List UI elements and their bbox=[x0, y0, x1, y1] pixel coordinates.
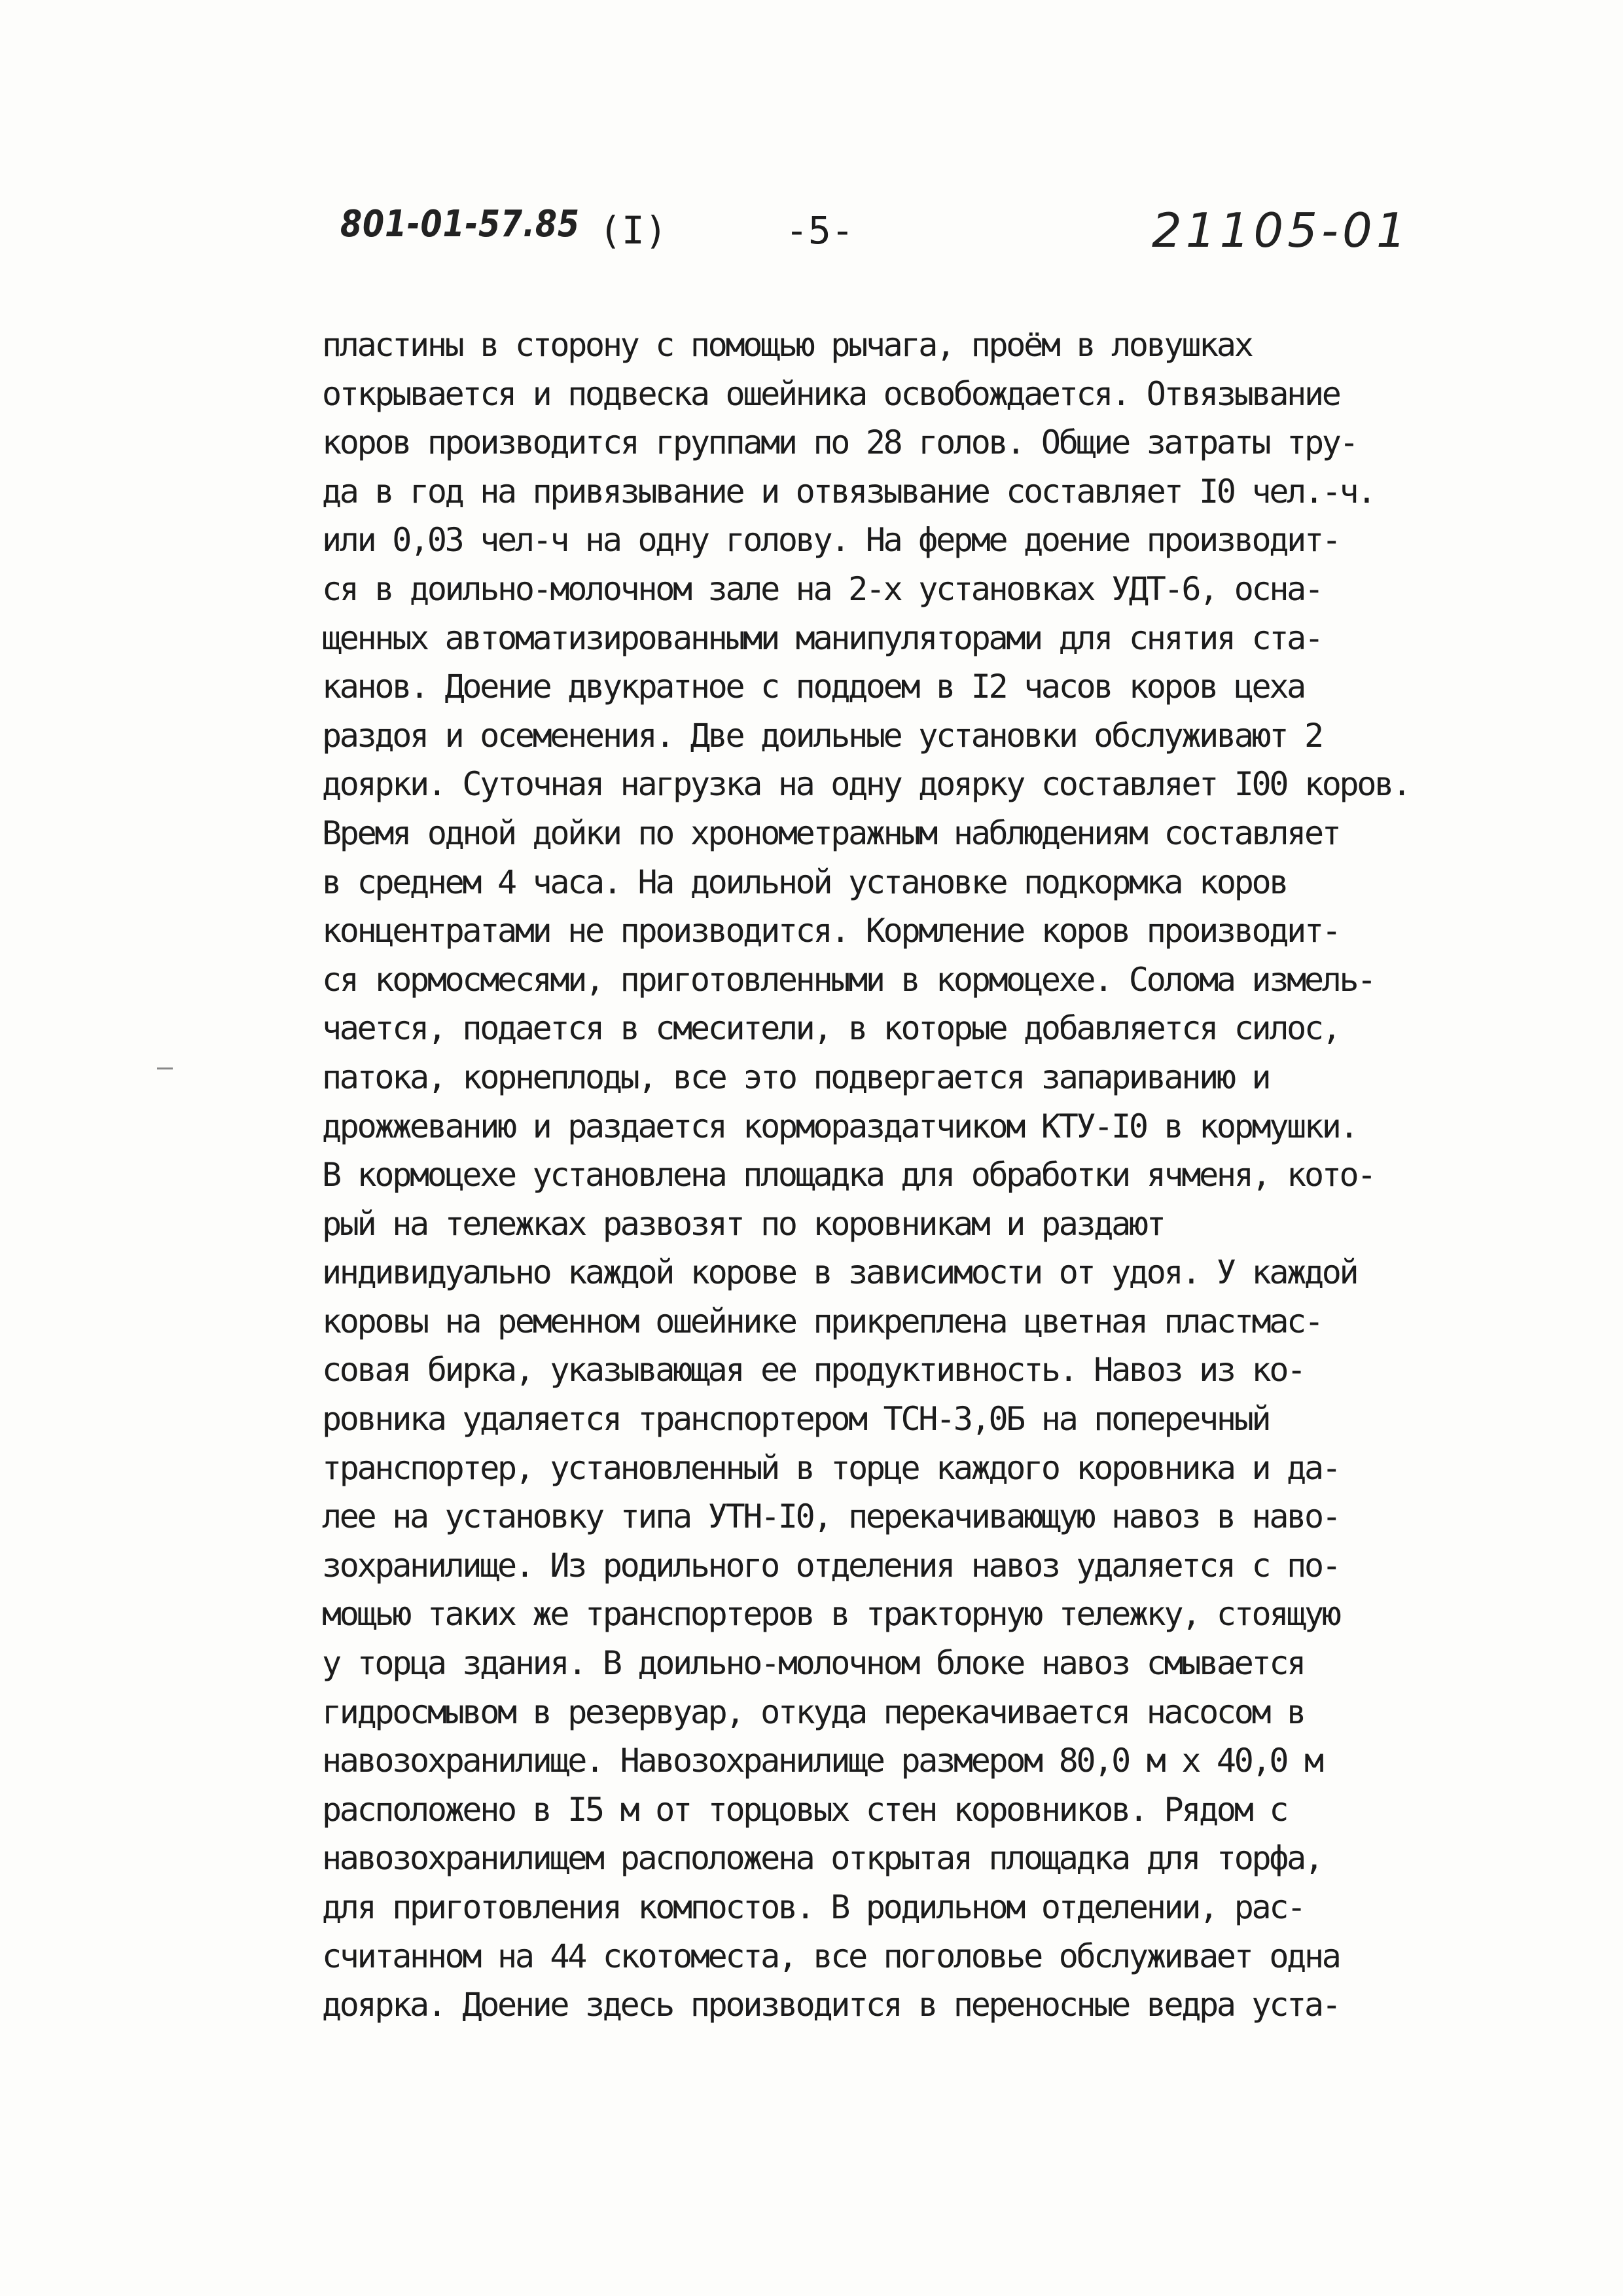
text-line: гидросмывом в резервуар, откуда перекачивается насосом в bbox=[322, 1693, 1304, 1731]
text-line: патока, корнеплоды, все это подвергается запариванию и bbox=[322, 1058, 1270, 1096]
page-header bbox=[340, 196, 1453, 275]
document-code: 801-01-57.85 bbox=[340, 203, 580, 245]
text-line: ся кормосмесями, приготовленными в кормоцехе. Солома измель- bbox=[322, 960, 1375, 999]
text-line: дрожжеванию и раздается кормораздатчиком КТУ-I0 в кормушки. bbox=[322, 1107, 1357, 1145]
text-line: открывается и подвеска ошейника освобождается. Отвязывание bbox=[322, 374, 1340, 413]
text-line: рый на тележках развозят по коровникам и раздают bbox=[322, 1204, 1164, 1243]
text-line: расположено в I5 м от торцовых стен коровников. Рядом с bbox=[322, 1790, 1287, 1829]
text-line: ся в доильно-молочном зале на 2-х установках УДТ-6, осна- bbox=[322, 569, 1322, 608]
text-line: у торца здания. В доильно-молочном блоке навоз смывается bbox=[322, 1644, 1304, 1683]
text-line: В кормоцехе установлена площадка для обработки ячменя, кото- bbox=[322, 1156, 1375, 1194]
text-line: навозохранилищем расположена открытая площадка для торфа, bbox=[322, 1839, 1322, 1878]
text-line: лее на установку типа УТН-I0, перекачивающую навоз в наво- bbox=[322, 1498, 1340, 1536]
text-line: зохранилище. Из родильного отделения навоз удаляется с по- bbox=[322, 1546, 1340, 1585]
text-line: для приготовления компостов. В родильном отделении, рас- bbox=[322, 1888, 1304, 1926]
text-line: доярка. Доение здесь производится в переносные ведра уста- bbox=[322, 1986, 1340, 2024]
text-line: мощью таких же транспортеров в тракторную тележку, стоящую bbox=[322, 1595, 1340, 1634]
text-line: канов. Доение двукратное с поддоем в I2 часов коров цеха bbox=[322, 668, 1304, 706]
part-number: (I) bbox=[599, 208, 668, 253]
margin-mark bbox=[157, 1067, 173, 1069]
sheet-code: 21105-01 bbox=[1152, 203, 1410, 258]
text-line: навозохранилище. Навозохранилище размером 80,0 м х 40,0 м bbox=[322, 1742, 1322, 1780]
text-line: чается, подается в смесители, в которые добавляется силос, bbox=[322, 1009, 1340, 1048]
text-line: коров производится группами по 28 голов. Общие затраты тру- bbox=[322, 423, 1357, 462]
body-text bbox=[322, 321, 1598, 2030]
text-line: индивидуально каждой корове в зависимости от удоя. У каждой bbox=[322, 1253, 1357, 1292]
text-line: доярки. Суточная нагрузка на одну доярку составляет I00 коров. bbox=[322, 765, 1410, 804]
page-number: -5- bbox=[785, 208, 854, 253]
text-line: пластины в сторону с помощью рычага, проём в ловушках bbox=[322, 326, 1252, 364]
text-line: в среднем 4 часа. На доильной установке подкормка коров bbox=[322, 863, 1287, 901]
text-line: да в год на привязывание и отвязывание составляет I0 чел.-ч. bbox=[322, 472, 1375, 511]
text-line: считанном на 44 скотоместа, все поголовье обслуживает одна bbox=[322, 1937, 1340, 1975]
text-line: Время одной дойки по хронометражным наблюдениям составляет bbox=[322, 814, 1340, 852]
text-line: щенных автоматизированными манипуляторами для снятия ста- bbox=[322, 619, 1322, 657]
text-line: транспортер, установленный в торце каждого коровника и да- bbox=[322, 1448, 1340, 1487]
text-line: или 0,03 чел-ч на одну голову. На ферме доение производит- bbox=[322, 521, 1340, 560]
text-line: ровника удаляется транспортером ТСН-3,0Б на поперечный bbox=[322, 1400, 1270, 1439]
text-line: совая бирка, указывающая ее продуктивность. Навоз из ко- bbox=[322, 1351, 1304, 1390]
text-line: коровы на ременном ошейнике прикреплена цветная пластмас- bbox=[322, 1302, 1322, 1340]
text-line: раздоя и осеменения. Две доильные установки обслуживают 2 bbox=[322, 716, 1322, 755]
text-line: концентратами не производится. Кормление коров производит- bbox=[322, 912, 1340, 950]
